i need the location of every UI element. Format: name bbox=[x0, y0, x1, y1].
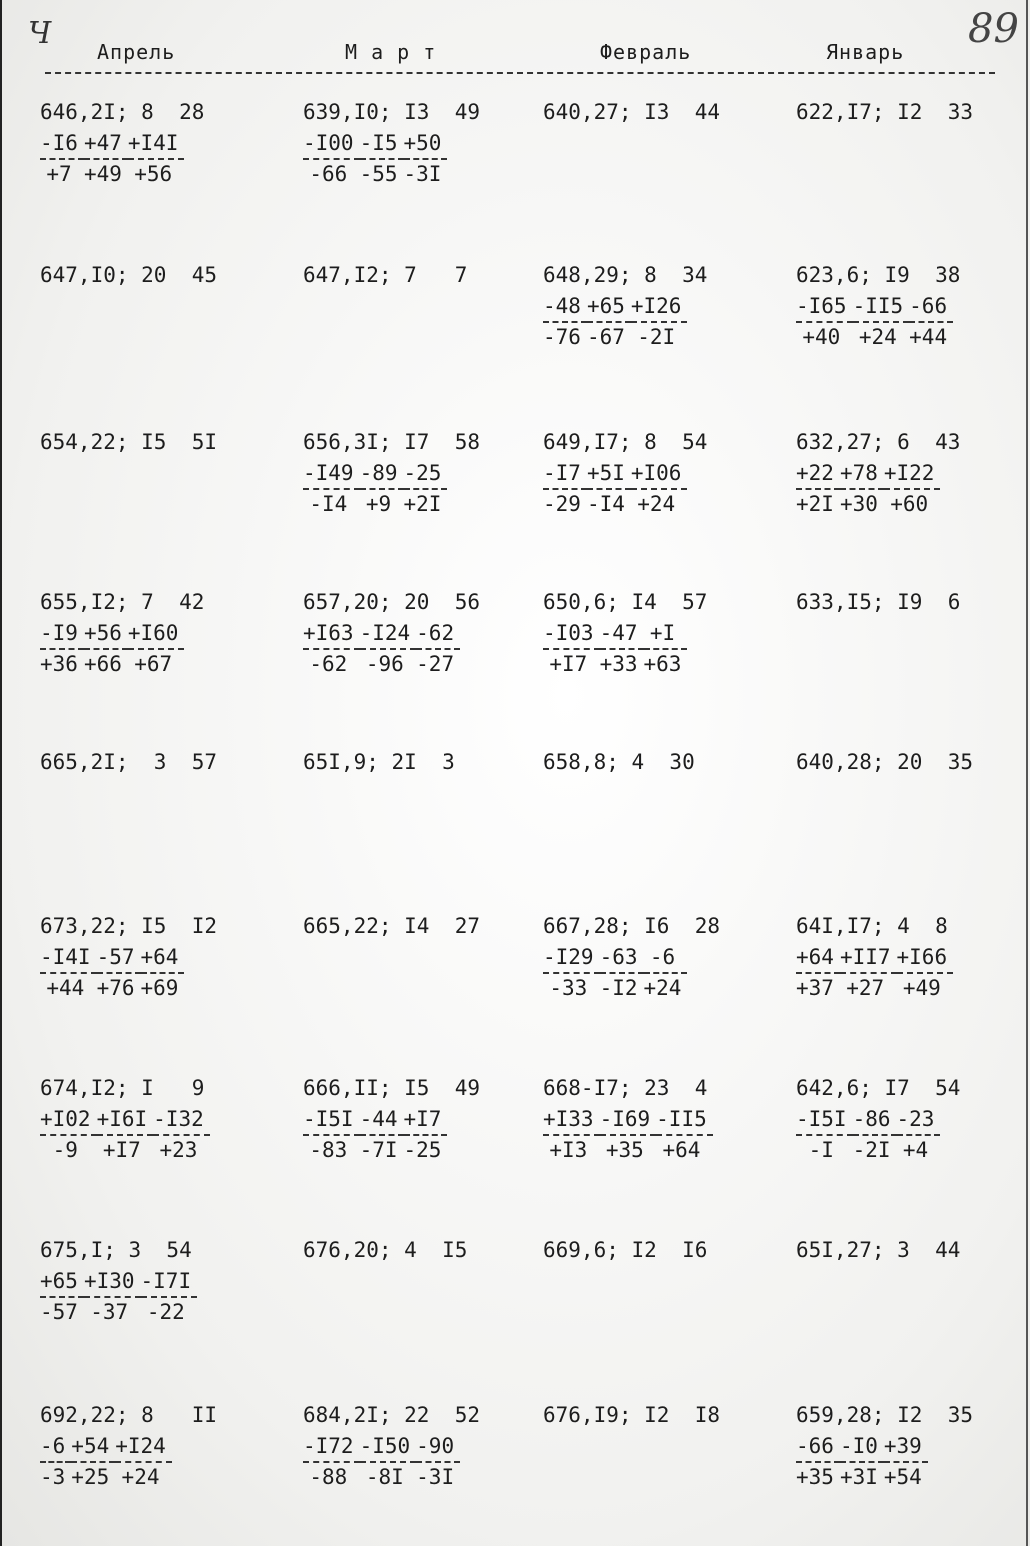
fraction-top: -II5 bbox=[853, 296, 910, 322]
fraction-top: +64 bbox=[796, 947, 840, 973]
fraction-top: -I0 bbox=[840, 1436, 884, 1462]
fraction-bottom: +30 bbox=[839, 492, 878, 516]
header-january: Январь bbox=[826, 40, 905, 64]
fraction-bottom: -33 bbox=[549, 976, 588, 1000]
page-number: 89 bbox=[968, 6, 1019, 52]
fraction-bottom: -2I bbox=[852, 1138, 891, 1162]
entry-head: 658,8; 4 30 bbox=[543, 750, 695, 774]
fraction-group bbox=[543, 463, 707, 515]
fraction-group bbox=[796, 296, 960, 348]
entry bbox=[40, 1240, 197, 1323]
entry-head: 647,I2; 7 7 bbox=[303, 263, 468, 287]
fraction-top: +5I bbox=[587, 463, 631, 489]
fraction-top: +I26 bbox=[631, 296, 688, 322]
fraction-bottom: +24 bbox=[637, 492, 676, 516]
entry-head: 665,22; I4 27 bbox=[303, 914, 481, 938]
fraction-top: -I24 bbox=[360, 623, 417, 649]
fraction-top: +78 bbox=[840, 463, 884, 489]
entry-head: 675,I; 3 54 bbox=[40, 1238, 192, 1262]
fraction-top: -I00 bbox=[303, 133, 360, 159]
fraction-top: -I6 bbox=[40, 133, 84, 159]
entry-head: 676,20; 4 I5 bbox=[303, 1238, 468, 1262]
fraction-top: +54 bbox=[71, 1436, 115, 1462]
fraction-bottom: +4 bbox=[902, 1138, 929, 1162]
fraction-bottom: -57 bbox=[40, 1300, 78, 1324]
fraction-top: +39 bbox=[884, 1436, 928, 1462]
entry bbox=[40, 916, 217, 999]
entry-head: 654,22; I5 5I bbox=[40, 430, 218, 454]
entry bbox=[40, 265, 217, 286]
entry bbox=[543, 752, 695, 773]
fraction-top: -86 bbox=[853, 1109, 897, 1135]
fraction-bottom: -27 bbox=[416, 652, 455, 676]
fraction-bottom: +24 bbox=[858, 325, 897, 349]
fraction-bottom: +76 bbox=[96, 976, 135, 1000]
fraction-bottom: +I3 bbox=[549, 1138, 588, 1162]
fraction-top: -I29 bbox=[543, 947, 600, 973]
fraction-bottom: -55 bbox=[359, 162, 398, 186]
fraction-bottom: +2I bbox=[403, 492, 442, 516]
fraction-top: +I06 bbox=[631, 463, 688, 489]
entry bbox=[40, 1405, 217, 1488]
fraction-bottom: +36 bbox=[40, 652, 78, 676]
fraction-bottom: +23 bbox=[159, 1138, 198, 1162]
fraction-top: -6 bbox=[40, 1436, 71, 1462]
fraction-group bbox=[303, 623, 480, 675]
fraction-group bbox=[543, 296, 707, 348]
entry-head: 642,6; I7 54 bbox=[796, 1076, 961, 1100]
fraction-bottom: -66 bbox=[309, 162, 348, 186]
entry bbox=[796, 592, 960, 613]
fraction-top: +I33 bbox=[543, 1109, 600, 1135]
fraction-bottom: +54 bbox=[883, 1465, 922, 1489]
entry bbox=[543, 265, 707, 348]
entry-head: 656,3I; I7 58 bbox=[303, 430, 481, 454]
fraction-top: +65 bbox=[40, 1271, 84, 1297]
entry bbox=[303, 1078, 480, 1161]
fraction-group bbox=[303, 133, 480, 185]
entry bbox=[543, 1405, 720, 1426]
entry bbox=[303, 916, 480, 937]
entry-head: 667,28; I6 28 bbox=[543, 914, 721, 938]
fraction-bottom: +49 bbox=[83, 162, 122, 186]
fraction-bottom: -29 bbox=[543, 492, 581, 516]
fraction-bottom: -7I bbox=[359, 1138, 398, 1162]
fraction-bottom: +9 bbox=[365, 492, 392, 516]
fraction-bottom: -3I bbox=[416, 1465, 455, 1489]
fraction-bottom: +25 bbox=[71, 1465, 110, 1489]
entry-head: 648,29; 8 34 bbox=[543, 263, 708, 287]
fraction-top: +I22 bbox=[884, 463, 941, 489]
fraction-top: -I4I bbox=[40, 947, 97, 973]
fraction-top: +50 bbox=[404, 133, 448, 159]
fraction-bottom: +63 bbox=[643, 652, 682, 676]
fraction-bottom: -88 bbox=[309, 1465, 348, 1489]
fraction-bottom: +40 bbox=[802, 325, 841, 349]
entry-head: 674,I2; I 9 bbox=[40, 1076, 205, 1100]
fraction-group bbox=[796, 947, 953, 999]
header-february: Февраль bbox=[600, 40, 692, 64]
fraction-bottom: -96 bbox=[365, 652, 404, 676]
fraction-top: -I03 bbox=[543, 623, 600, 649]
entry-head: 692,22; 8 II bbox=[40, 1403, 218, 1427]
entry-head: 622,I7; I2 33 bbox=[796, 100, 974, 124]
fraction-bottom: +67 bbox=[134, 652, 173, 676]
fraction-bottom: +66 bbox=[83, 652, 122, 676]
entry-head: 647,I0; 20 45 bbox=[40, 263, 218, 287]
fraction-group bbox=[543, 1109, 713, 1161]
fraction-group bbox=[796, 1436, 973, 1488]
fraction-top: -48 bbox=[543, 296, 587, 322]
fraction-top: -62 bbox=[416, 623, 460, 649]
entry bbox=[543, 916, 720, 999]
fraction-group bbox=[543, 623, 707, 675]
fraction-top: +I24 bbox=[115, 1436, 172, 1462]
entry bbox=[303, 1240, 467, 1261]
fraction-group bbox=[40, 1271, 197, 1323]
fraction-top: -66 bbox=[909, 296, 953, 322]
fraction-bottom: +I7 bbox=[102, 1138, 141, 1162]
entry bbox=[303, 102, 480, 185]
fraction-top: +I30 bbox=[84, 1271, 141, 1297]
fraction-bottom: +56 bbox=[134, 162, 173, 186]
entry bbox=[796, 752, 973, 773]
fraction-top: -66 bbox=[796, 1436, 840, 1462]
fraction-bottom: +35 bbox=[796, 1465, 834, 1489]
entry bbox=[543, 1240, 707, 1261]
corner-mark: Ч bbox=[28, 16, 52, 51]
entry bbox=[796, 265, 960, 348]
entry bbox=[303, 265, 467, 286]
fraction-top: +I66 bbox=[897, 947, 954, 973]
entry-head: 639,I0; I3 49 bbox=[303, 100, 481, 124]
entry bbox=[303, 592, 480, 675]
fraction-bottom: +33 bbox=[599, 652, 638, 676]
entry-head: 666,II; I5 49 bbox=[303, 1076, 481, 1100]
fraction-top: +I60 bbox=[128, 623, 185, 649]
fraction-top: -23 bbox=[897, 1109, 941, 1135]
fraction-top: -I32 bbox=[153, 1109, 210, 1135]
fraction-bottom: +44 bbox=[46, 976, 85, 1000]
fraction-top: +II7 bbox=[840, 947, 897, 973]
left-edge bbox=[0, 0, 2, 1546]
fraction-top: -47 bbox=[600, 623, 644, 649]
entry-head: 657,20; 20 56 bbox=[303, 590, 481, 614]
fraction-bottom: +24 bbox=[121, 1465, 160, 1489]
fraction-top: -I72 bbox=[303, 1436, 360, 1462]
header-april: Апрель bbox=[97, 40, 176, 64]
entry bbox=[543, 1078, 713, 1161]
fraction-bottom: +35 bbox=[605, 1138, 644, 1162]
entry bbox=[543, 432, 707, 515]
fraction-bottom: -22 bbox=[146, 1300, 185, 1324]
entry-head: 684,2I; 22 52 bbox=[303, 1403, 481, 1427]
entry-head: 65I,9; 2I 3 bbox=[303, 750, 455, 774]
fraction-bottom: +69 bbox=[140, 976, 179, 1000]
entry bbox=[303, 1405, 480, 1488]
fraction-bottom: -83 bbox=[309, 1138, 348, 1162]
entry-head: 649,I7; 8 54 bbox=[543, 430, 708, 454]
entry bbox=[796, 916, 953, 999]
fraction-bottom: -I4 bbox=[309, 492, 348, 516]
fraction-bottom: +I7 bbox=[549, 652, 588, 676]
fraction-top: +65 bbox=[587, 296, 631, 322]
header-row bbox=[0, 40, 1030, 70]
fraction-bottom: -76 bbox=[543, 325, 581, 349]
fraction-top: +I bbox=[644, 623, 688, 649]
entry bbox=[303, 432, 480, 515]
entry-head: 673,22; I5 I2 bbox=[40, 914, 218, 938]
fraction-group bbox=[796, 463, 960, 515]
fraction-group bbox=[40, 623, 204, 675]
entry bbox=[543, 102, 720, 123]
entry-head: 646,2I; 8 28 bbox=[40, 100, 205, 124]
entry bbox=[40, 592, 204, 675]
fraction-top: +I02 bbox=[40, 1109, 97, 1135]
entry-head: 633,I5; I9 6 bbox=[796, 590, 961, 614]
fraction-bottom: +3I bbox=[839, 1465, 878, 1489]
fraction-group bbox=[303, 1436, 480, 1488]
fraction-bottom: +64 bbox=[662, 1138, 701, 1162]
fraction-bottom: -25 bbox=[403, 1138, 442, 1162]
header-march: М а р т bbox=[345, 40, 437, 64]
fraction-bottom: +49 bbox=[902, 976, 941, 1000]
fraction-bottom: -8I bbox=[365, 1465, 404, 1489]
fraction-group bbox=[40, 1436, 217, 1488]
entry-head: 668-I7; 23 4 bbox=[543, 1076, 708, 1100]
fraction-group bbox=[40, 947, 217, 999]
fraction-top: -25 bbox=[404, 463, 448, 489]
entry-head: 65I,27; 3 44 bbox=[796, 1238, 961, 1262]
entry bbox=[796, 1240, 960, 1261]
entry-head: 623,6; I9 38 bbox=[796, 263, 961, 287]
fraction-bottom: +27 bbox=[846, 976, 885, 1000]
fraction-bottom: -62 bbox=[309, 652, 348, 676]
entry-head: 640,27; I3 44 bbox=[543, 100, 721, 124]
fraction-top: +64 bbox=[141, 947, 185, 973]
entry-head: 676,I9; I2 I8 bbox=[543, 1403, 721, 1427]
fraction-bottom: +60 bbox=[890, 492, 929, 516]
fraction-top: +I63 bbox=[303, 623, 360, 649]
fraction-top: -89 bbox=[360, 463, 404, 489]
fraction-bottom: +44 bbox=[909, 325, 948, 349]
entry bbox=[40, 752, 217, 773]
fraction-top: +56 bbox=[84, 623, 128, 649]
entry bbox=[543, 592, 707, 675]
fraction-top: +47 bbox=[84, 133, 128, 159]
fraction-top: -I5I bbox=[796, 1109, 853, 1135]
fraction-top: -I69 bbox=[600, 1109, 657, 1135]
entry-head: 640,28; 20 35 bbox=[796, 750, 974, 774]
fraction-top: +I6I bbox=[97, 1109, 154, 1135]
fraction-group bbox=[40, 1109, 210, 1161]
entry bbox=[40, 102, 204, 185]
fraction-group bbox=[303, 463, 480, 515]
entry-head: 632,27; 6 43 bbox=[796, 430, 961, 454]
fraction-top: -I5 bbox=[360, 133, 404, 159]
fraction-group bbox=[543, 947, 720, 999]
fraction-top: -I50 bbox=[360, 1436, 417, 1462]
entry-head: 669,6; I2 I6 bbox=[543, 1238, 708, 1262]
fraction-bottom: -3I bbox=[403, 162, 442, 186]
fraction-bottom: +37 bbox=[796, 976, 834, 1000]
fraction-top: -I49 bbox=[303, 463, 360, 489]
fraction-bottom: +2I bbox=[796, 492, 834, 516]
fraction-bottom: -37 bbox=[90, 1300, 129, 1324]
entry bbox=[796, 1405, 973, 1488]
entry-head: 64I,I7; 4 8 bbox=[796, 914, 948, 938]
entry bbox=[796, 432, 960, 515]
right-edge bbox=[1026, 0, 1028, 1546]
entry bbox=[796, 102, 973, 123]
fraction-top: +I4I bbox=[128, 133, 185, 159]
fraction-bottom: -9 bbox=[52, 1138, 78, 1162]
fraction-top: -63 bbox=[600, 947, 644, 973]
fraction-bottom: -3 bbox=[40, 1465, 66, 1489]
fraction-group bbox=[796, 1109, 960, 1161]
fraction-top: -57 bbox=[97, 947, 141, 973]
fraction-top: -I7 bbox=[543, 463, 587, 489]
fraction-bottom: +7 bbox=[46, 162, 72, 186]
fraction-top: -II5 bbox=[656, 1109, 713, 1135]
fraction-group bbox=[40, 133, 204, 185]
entry-head: 655,I2; 7 42 bbox=[40, 590, 205, 614]
fraction-top: -I9 bbox=[40, 623, 84, 649]
entry bbox=[40, 1078, 210, 1161]
entry bbox=[303, 752, 455, 773]
entry-head: 659,28; I2 35 bbox=[796, 1403, 974, 1427]
fraction-top: -6 bbox=[644, 947, 688, 973]
fraction-bottom: -I2 bbox=[599, 976, 638, 1000]
fraction-top: -I65 bbox=[796, 296, 853, 322]
fraction-top: +22 bbox=[796, 463, 840, 489]
header-rule bbox=[45, 72, 995, 74]
fraction-group bbox=[303, 1109, 480, 1161]
fraction-bottom: -I bbox=[808, 1138, 834, 1162]
entry bbox=[796, 1078, 960, 1161]
fraction-top: +I7 bbox=[404, 1109, 448, 1135]
fraction-bottom: -I4 bbox=[586, 492, 625, 516]
fraction-bottom: -67 bbox=[586, 325, 625, 349]
fraction-bottom: +24 bbox=[643, 976, 682, 1000]
fraction-top: -44 bbox=[360, 1109, 404, 1135]
entry bbox=[40, 432, 217, 453]
fraction-top: -I5I bbox=[303, 1109, 360, 1135]
entry-head: 650,6; I4 57 bbox=[543, 590, 708, 614]
fraction-top: -90 bbox=[416, 1436, 460, 1462]
entry-head: 665,2I; 3 57 bbox=[40, 750, 218, 774]
fraction-top: -I7I bbox=[141, 1271, 198, 1297]
fraction-bottom: -2I bbox=[637, 325, 676, 349]
